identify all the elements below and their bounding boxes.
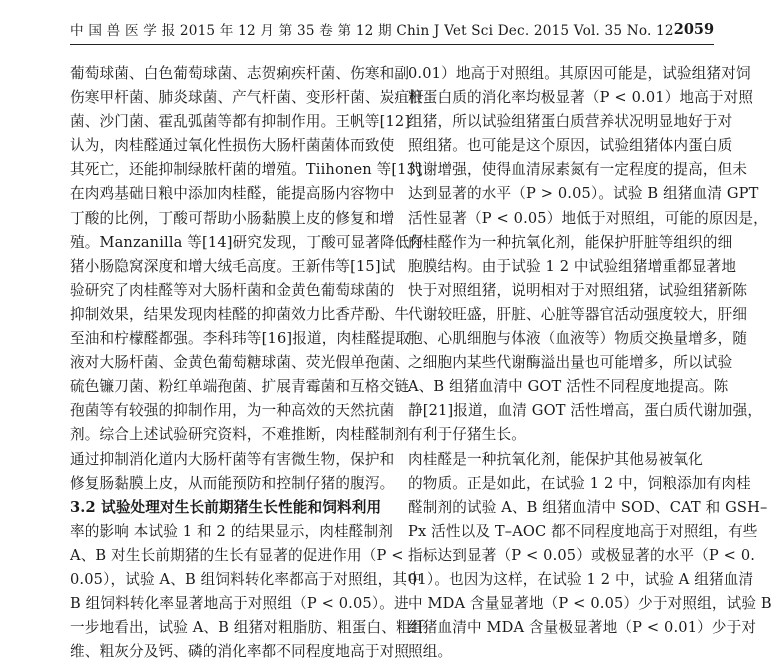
text-line: 孢菌等有较强的抑制作用，为一种高效的天然抗菌 bbox=[70, 402, 395, 420]
text-line: 抑制效果，结果发现肉桂醛的抑菌效力比香芹酚、牛 bbox=[70, 305, 410, 323]
text-line: 照组猪。也可能是这个原因，试验组猪体内蛋白质 bbox=[408, 137, 733, 155]
text-line: 率的影响 本试验 1 和 2 的结果显示，肉桂醛制剂 bbox=[70, 522, 393, 540]
text-line: A、B 对生长前期猪的生长有显著的促进作用（P < bbox=[70, 546, 404, 564]
running-header bbox=[70, 14, 714, 45]
text-line: 修复肠黏膜上皮，从而能预防和控制仔猪的腹泻。 bbox=[70, 474, 395, 492]
text-line: 指标达到显著（P < 0.05）或极显著的水平（P < 0. bbox=[408, 546, 756, 564]
text-line: A、B 组猪血清中 GOT 活性不同程度地提高。陈 bbox=[408, 378, 729, 396]
text-line: 0.05），试验 A、B 组饲料转化率都高于对照组，其中 bbox=[70, 570, 422, 588]
text-line: 代谢增强，使得血清尿素氮有一定程度的提高，但未 bbox=[408, 161, 748, 179]
text-line: 至油和柠檬醛都强。李科玮等[16]报道，肉桂醛提取 bbox=[70, 330, 411, 348]
text-line: 剂。综合上述试验研究资料，不难推断，肉桂醛制剂 bbox=[70, 426, 410, 444]
text-line: 醛制剂的试验 A、B 组猪血清中 SOD、CAT 和 GSH– bbox=[408, 498, 768, 516]
text-line: 液对大肠杆菌、金黄色葡萄糖球菌、荧光假单孢菌、 bbox=[70, 354, 410, 372]
right-text-column bbox=[408, 62, 772, 664]
text-line: 丁酸的比例，丁酸可帮助小肠黏膜上皮的修复和增 bbox=[70, 209, 395, 227]
text-line: 照组。 bbox=[408, 643, 453, 661]
text-line: 在肉鸡基础日粮中添加肉桂醛，能提高肠内容物中 bbox=[70, 185, 395, 203]
text-line: 猪小肠隐窝深度和增大绒毛高度。王新伟等[15]试 bbox=[70, 257, 396, 275]
left-text-column bbox=[70, 62, 426, 664]
text-line: 01）。也因为这样，在试验 1 2 中，试验 A 组猪血清 bbox=[408, 570, 754, 588]
text-line: 维、粗灰分及钙、磷的消化率都不同程度地高于对照 bbox=[70, 643, 410, 661]
text-line: 肉桂醛是一种抗氧化剂，能保护其他易被氧化 bbox=[408, 450, 703, 468]
text-line: 组猪，所以试验组猪蛋白质营养状况明显地好于对 bbox=[408, 113, 733, 131]
section-heading-line: 3.2 试验处理对生长前期猪生长性能和饲料利用 bbox=[70, 498, 382, 516]
text-line: 一步地看出，试验 A、B 组猪对粗脂肪、粗蛋白、粗纤 bbox=[70, 619, 426, 637]
text-line: 伤寒甲杆菌、肺炎球菌、产气杆菌、变形杆菌、炭疽杆 bbox=[70, 89, 424, 107]
text-line: 硫色镰刀菌、粉红单端孢菌、扩展青霉菌和互格交链 bbox=[70, 378, 410, 396]
text-line: 殖。Manzanilla 等[14]研究发现，丁酸可显著降低仔 bbox=[70, 233, 425, 251]
text-line: 组猪血清中 MDA 含量极显著地（P < 0.01）少于对 bbox=[408, 619, 757, 637]
text-line: 0.01）地高于对照组。其原因可能是，试验组猪对饲 bbox=[408, 65, 751, 82]
text-line: 达到显著的水平（P > 0.05）。试验 B 组猪血清 GPT bbox=[408, 185, 759, 203]
text-line: 代谢较旺盛，肝脏、心脏等器官活动强度较大，肝细 bbox=[408, 305, 748, 323]
journal-header-text: 中 国 兽 医 学 报 2015 年 12 月 第 35 卷 第 12 期 Chin J Vet Sci Dec. 2015 Vol. 35 No. 12 bbox=[70, 23, 674, 39]
text-line: Px 活性以及 T–AOC 都不同程度地高于对照组，有些 bbox=[408, 522, 758, 540]
text-line: 快于对照组猪，说明相对于对照组猪，试验组猪新陈 bbox=[408, 281, 748, 299]
text-line: 静[21]报道，血清 GOT 活性增高，蛋白质代谢加强， bbox=[408, 402, 763, 420]
text-line: 验研究了肉桂醛等对大肠杆菌和金黄色葡萄球菌的 bbox=[70, 281, 395, 299]
text-line: 有利于仔猪生长。 bbox=[408, 426, 526, 444]
text-line: B 组饲料转化率显著地高于对照组（P < 0.05）。进 bbox=[70, 595, 409, 613]
text-line: 胞、心肌细胞与体液（血液等）物质交换量增多，随 bbox=[408, 330, 748, 348]
text-line: 通过抑制消化道内大肠杆菌等有害微生物，保护和 bbox=[70, 450, 395, 468]
text-line: 其死亡，还能抑制绿脓杆菌的增殖。Tiihonen 等[13] bbox=[70, 161, 422, 179]
text-line: 之细胞内某些代谢酶溢出量也可能增多，所以试验 bbox=[408, 354, 733, 372]
text-line: 葡萄球菌、白色葡萄球菌、志贺痢疾杆菌、伤寒和副 bbox=[70, 65, 410, 82]
text-line: 的物质。正是如此，在试验 1 2 中，饲粮添加有肉桂 bbox=[408, 474, 751, 492]
text-line: 胞膜结构。由于试验 1 2 中试验组猪增重都显著地 bbox=[408, 257, 737, 275]
text-line: 肉桂醛作为一种抗氧化剂，能保护肝脏等组织的细 bbox=[408, 233, 733, 251]
text-line: 菌、沙门菌、霍乱弧菌等都有抑制作用。王帆等[12] bbox=[70, 113, 411, 131]
page-number: 2059 bbox=[673, 20, 715, 38]
text-line: 粮蛋白质的消化率均极显著（P < 0.01）地高于对照 bbox=[408, 89, 754, 107]
text-line: 活性显著（P < 0.05）地低于对照组，可能的原因是， bbox=[408, 209, 768, 227]
text-line: 中 MDA 含量显著地（P < 0.05）少于对照组，试验 B bbox=[408, 595, 772, 613]
text-line: 认为，肉桂醛通过氧化性损伤大肠杆菌菌体而致使 bbox=[70, 137, 395, 155]
